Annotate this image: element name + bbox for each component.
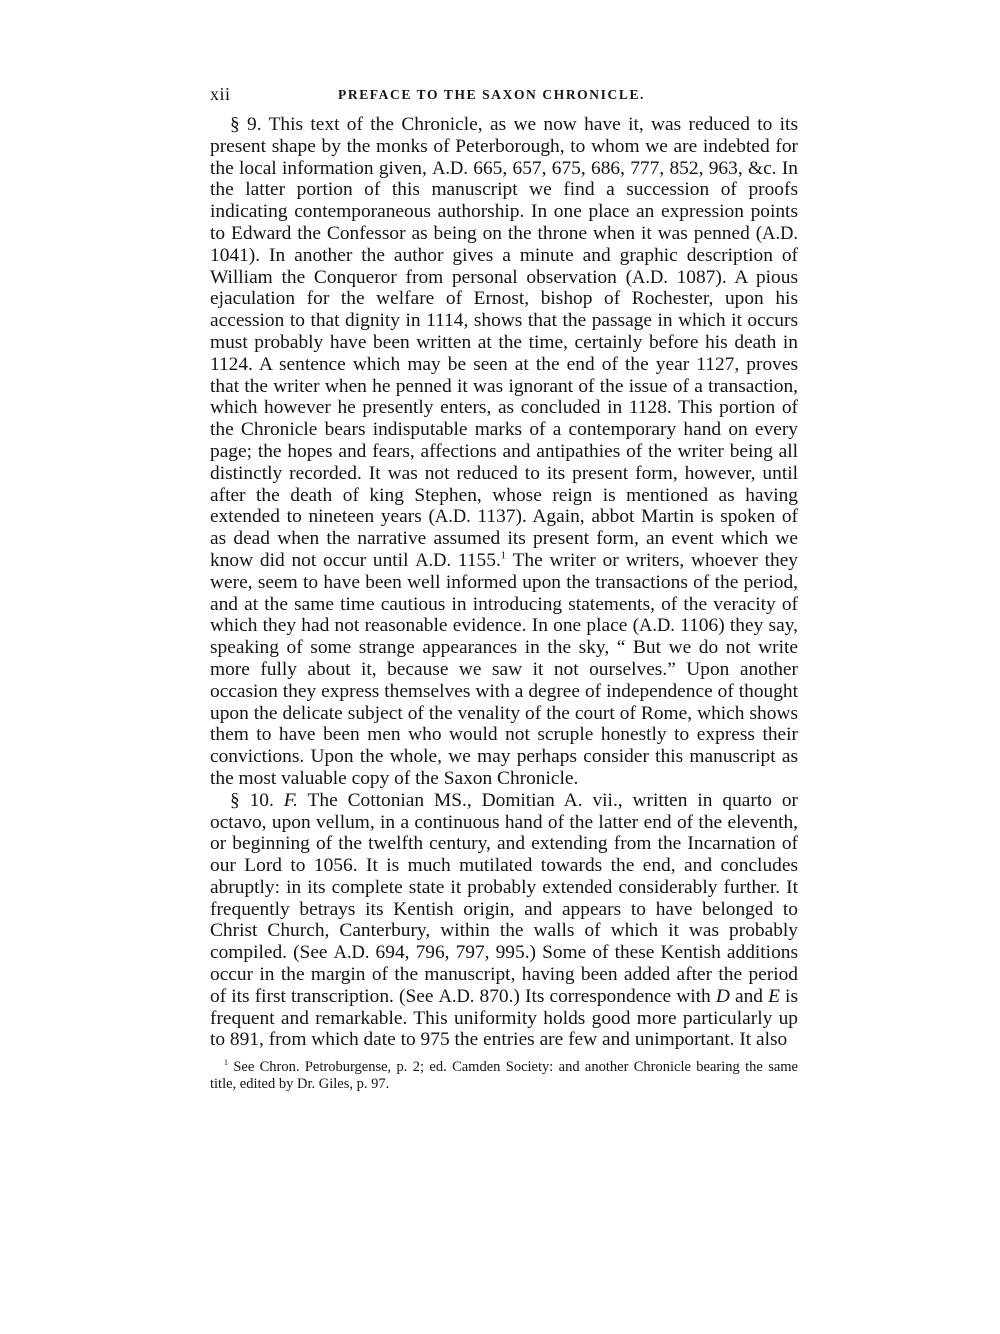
anno-domini: A.D. [432,157,468,178]
text-run: 870.) Its correspondence with [474,985,716,1007]
footnote-text: See Chron. Petroburgense, p. 2; ed. Camden Society: and another Chronicle bearing the same title, edited by Dr. Giles, p. 97. [210,1059,798,1093]
text-run: 1106) they say, speaking of some strange appearances in the sky, “ But we do not write more fully about it, because we saw it not ourselves.” Upon another occasion they express themselves with a degree of independence of thought upon the delicate subject of the venality of the court of Rome, which shows them to have been men who would not scruple honestly to express their convictions. Upon the whole, we may perhaps consider this manuscript as the most valuable copy of the Saxon Chronicle. [210,615,798,789]
text-run: 1155. [451,549,501,571]
text-run: 1041). In another the author gives a minute and graphic description of William the Conqueror from personal observation ( [210,244,798,288]
text-run: § 9. This text of the Chronicle, as we now have it, was reduced to its present shape by the monks of Peterborough, to whom we are indebted for the local information given, [210,114,798,179]
text-run: and [729,985,769,1007]
anno-domini: A.D. [434,506,471,527]
section-10-paragraph [210,790,798,1052]
page-number: xii [210,84,231,104]
book-page [210,84,798,1108]
text-run: 694, 796, 797, 995.) Some of these Kentish additions occur in the margin of the manuscript, having been added after the period of its first transcription. (See [210,942,799,1007]
text-run: The writer or writers, whoever they were, seem to have been well informed upon the transactions of the period, and at the same time cautious in introducing statements, of the veracity of which they had not reasonable evidence. In one place ( [210,549,798,637]
anno-domini: A.D. [639,615,675,636]
footnote-reference: 1 [500,549,507,562]
anno-domini: A.D. [333,942,370,963]
text-run: § 10. [230,789,284,811]
text-run: 1137). Again, abbot Martin is spoken of as dead when the narrative assumed its present form, an event which we know did not occur until [210,506,798,571]
text-run: 665, 657, 675, 686, 777, 852, 963, &c. In the latter portion of this manuscript we find a succession of proofs indicating contemporaneous authorship. In one place an expression points to Edward the Confessor as being on the throne when it was penned ( [210,157,798,244]
page-header [210,84,798,114]
manuscript-letter: F. [283,789,298,811]
footnote-marker: 1 [224,1058,228,1068]
running-head: PREFACE TO THE SAXON CHRONICLE. [338,87,646,102]
section-9-paragraph [210,114,798,790]
manuscript-letter: E [768,985,780,1007]
anno-domini: A.D. [762,222,798,243]
text-run: is frequent and remarkable. This uniformity holds good more particularly up to 891, from which date to 975 the entries are few and unimportant. It also [210,985,798,1051]
anno-domini: A.D. [415,549,452,570]
manuscript-letter: D [715,985,730,1007]
anno-domini: A.D. [438,985,475,1006]
text-run: The Cottonian MS., Domitian A. vii., written in quarto or octavo, upon vellum, in a continuous hand of the latter end of the eleventh, or beginning of the twelfth century, and extending from the Incarnation of our Lord to 1056. It is much mutilated towards the end, and concludes abruptly: in its complete state it probably extended considerably further. It frequently betrays its Kentish origin, and appears to have belonged to Christ Church, Canterbury, within the walls of which it was probably compiled. (See [210,789,798,964]
footnote [210,1059,798,1093]
anno-domini: A.D. [632,266,668,287]
text-run: 1087). A pious ejaculation for the welfare of Ernost, bishop of Rochester, upon his accession to that dignity in 1114, shows that the passage in which it occurs must probably have been written at the time, certainly before his death in 1124. A sentence which may be seen at the end of the year 1127, proves that the writer when he penned it was ignorant of the issue of a transaction, which however he presently enters, as concluded in 1128. This portion of the Chronicle bears indisputable marks of a contemporary hand on every page; the hopes and fears, affections and antipathies of the writer being all distinctly recorded. It was not reduced to its present form, however, until after the death of king Stephen, whose reign is mentioned as having extended to nineteen years ( [210,266,798,528]
